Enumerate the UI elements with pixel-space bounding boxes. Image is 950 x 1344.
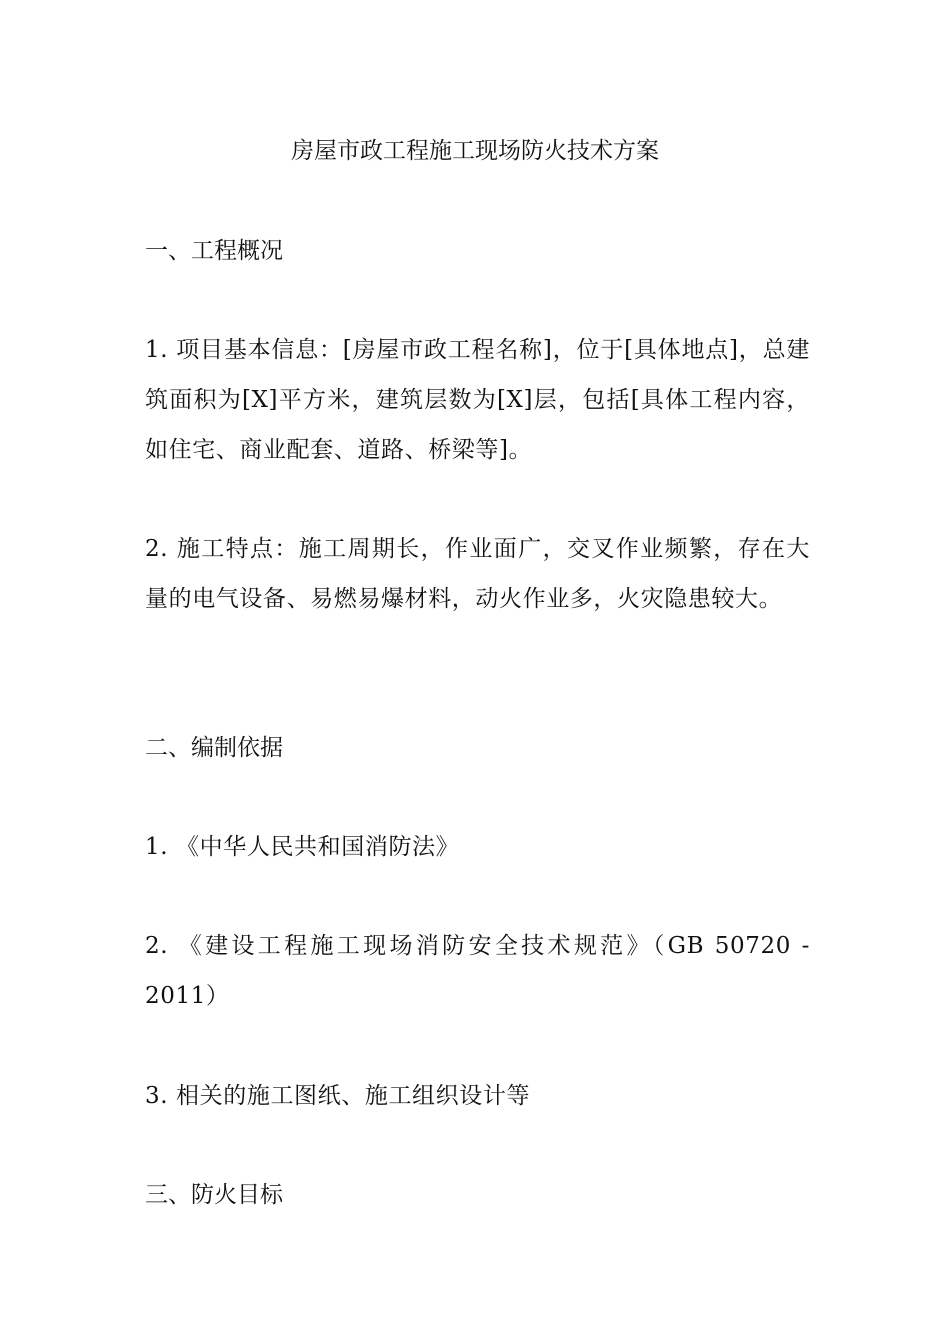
section-heading-basis: 二、编制依据 xyxy=(145,735,283,761)
document-title: 房屋市政工程施工现场防火技术方案 xyxy=(291,138,659,164)
section-heading-overview: 一、工程概况 xyxy=(145,238,283,264)
list-item-fire-code: 2. 《建设工程施工现场消防安全技术规范》（GB 50720 - 2011） xyxy=(145,933,810,1009)
section-heading-fire-goals: 三、防火目标 xyxy=(145,1182,283,1208)
paragraph-construction-features: 2. 施工特点：施工周期长，作业面广，交叉作业频繁，存在大量的电气设备、易燃易爆材料，动火作业多，火灾隐患较大。 xyxy=(145,536,810,612)
paragraph-project-info: 1. 项目基本信息：[房屋市政工程名称]，位于[具体地点]，总建筑面积为[X]平方米，建筑层数为[X]层，包括[具体工程内容，如住宅、商业配套、道路、桥梁等]。 xyxy=(145,337,810,463)
list-item-fire-law: 1. 《中华人民共和国消防法》 xyxy=(145,834,460,860)
list-item-drawings: 3. 相关的施工图纸、施工组织设计等 xyxy=(145,1083,531,1109)
